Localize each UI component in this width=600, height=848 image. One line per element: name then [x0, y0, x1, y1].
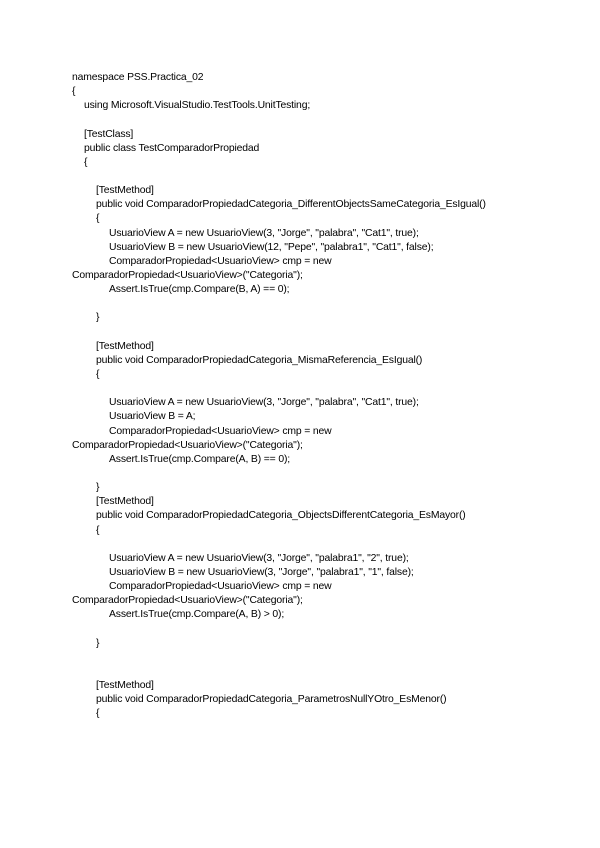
code-line: }	[96, 312, 100, 324]
code-line: UsuarioView A = new UsuarioView(3, "Jorge", "palabra", "Cat1", true);	[109, 227, 419, 239]
code-line	[72, 538, 592, 552]
code-line: {	[96, 368, 100, 380]
code-line: {	[96, 524, 100, 536]
code-line: [TestMethod]	[96, 340, 154, 352]
code-line: UsuarioView B = new UsuarioView(12, "Pepe", "palabra1", "Cat1", false);	[109, 241, 434, 253]
code-line	[72, 297, 592, 311]
code-line: ComparadorPropiedad<UsuarioView>("Categoria");	[72, 595, 303, 607]
code-line: ComparadorPropiedad<UsuarioView> cmp = new	[109, 255, 332, 267]
code-line	[72, 467, 592, 481]
code-line: Assert.IsTrue(cmp.Compare(A, B) > 0);	[109, 609, 285, 621]
code-line: public void ComparadorPropiedadCategoria_ObjectsDifferentCategoria_EsMayor()	[96, 510, 466, 522]
code-line: [TestMethod]	[96, 496, 154, 508]
code-line: [TestClass]	[84, 128, 134, 140]
code-line: UsuarioView B = A;	[109, 411, 196, 423]
code-line	[72, 622, 592, 636]
code-line: public class TestComparadorPropiedad	[84, 142, 260, 154]
code-line: UsuarioView A = new UsuarioView(3, "Jorge", "palabra1", "2", true);	[109, 552, 409, 564]
code-line	[72, 170, 592, 184]
code-line	[72, 651, 592, 665]
code-line: {	[84, 156, 88, 168]
code-line: namespace PSS.Practica_02	[72, 72, 204, 83]
code-line	[72, 326, 592, 340]
code-line	[72, 665, 592, 679]
code-line: ComparadorPropiedad<UsuarioView> cmp = new	[109, 425, 332, 437]
code-line	[72, 382, 592, 396]
code-line	[72, 113, 592, 127]
code-line: using Microsoft.VisualStudio.TestTools.UnitTesting;	[84, 100, 311, 112]
code-line: }	[96, 482, 100, 494]
code-line: ComparadorPropiedad<UsuarioView>("Categoria");	[72, 439, 303, 451]
code-line: ComparadorPropiedad<UsuarioView> cmp = new	[109, 581, 332, 593]
code-line: [TestMethod]	[96, 185, 154, 197]
code-line: public void ComparadorPropiedadCategoria_ParametrosNullYOtro_EsMenor()	[96, 694, 447, 706]
code-line: UsuarioView B = new UsuarioView(3, "Jorge", "palabra1", "1", false);	[109, 566, 414, 578]
code-line: {	[96, 213, 100, 225]
code-line: Assert.IsTrue(cmp.Compare(B, A) == 0);	[109, 284, 290, 296]
code-listing	[72, 71, 592, 721]
code-line: ComparadorPropiedad<UsuarioView>("Categoria");	[72, 269, 303, 281]
code-line: }	[96, 637, 100, 649]
code-line: {	[72, 86, 76, 98]
code-line: {	[96, 708, 100, 720]
code-line: [TestMethod]	[96, 680, 154, 692]
code-line: public void ComparadorPropiedadCategoria_DifferentObjectsSameCategoria_EsIgual()	[96, 199, 486, 211]
code-line: Assert.IsTrue(cmp.Compare(A, B) == 0);	[109, 453, 290, 465]
code-line: public void ComparadorPropiedadCategoria_MismaReferencia_EsIgual()	[96, 354, 423, 366]
code-line: UsuarioView A = new UsuarioView(3, "Jorge", "palabra", "Cat1", true);	[109, 397, 419, 409]
